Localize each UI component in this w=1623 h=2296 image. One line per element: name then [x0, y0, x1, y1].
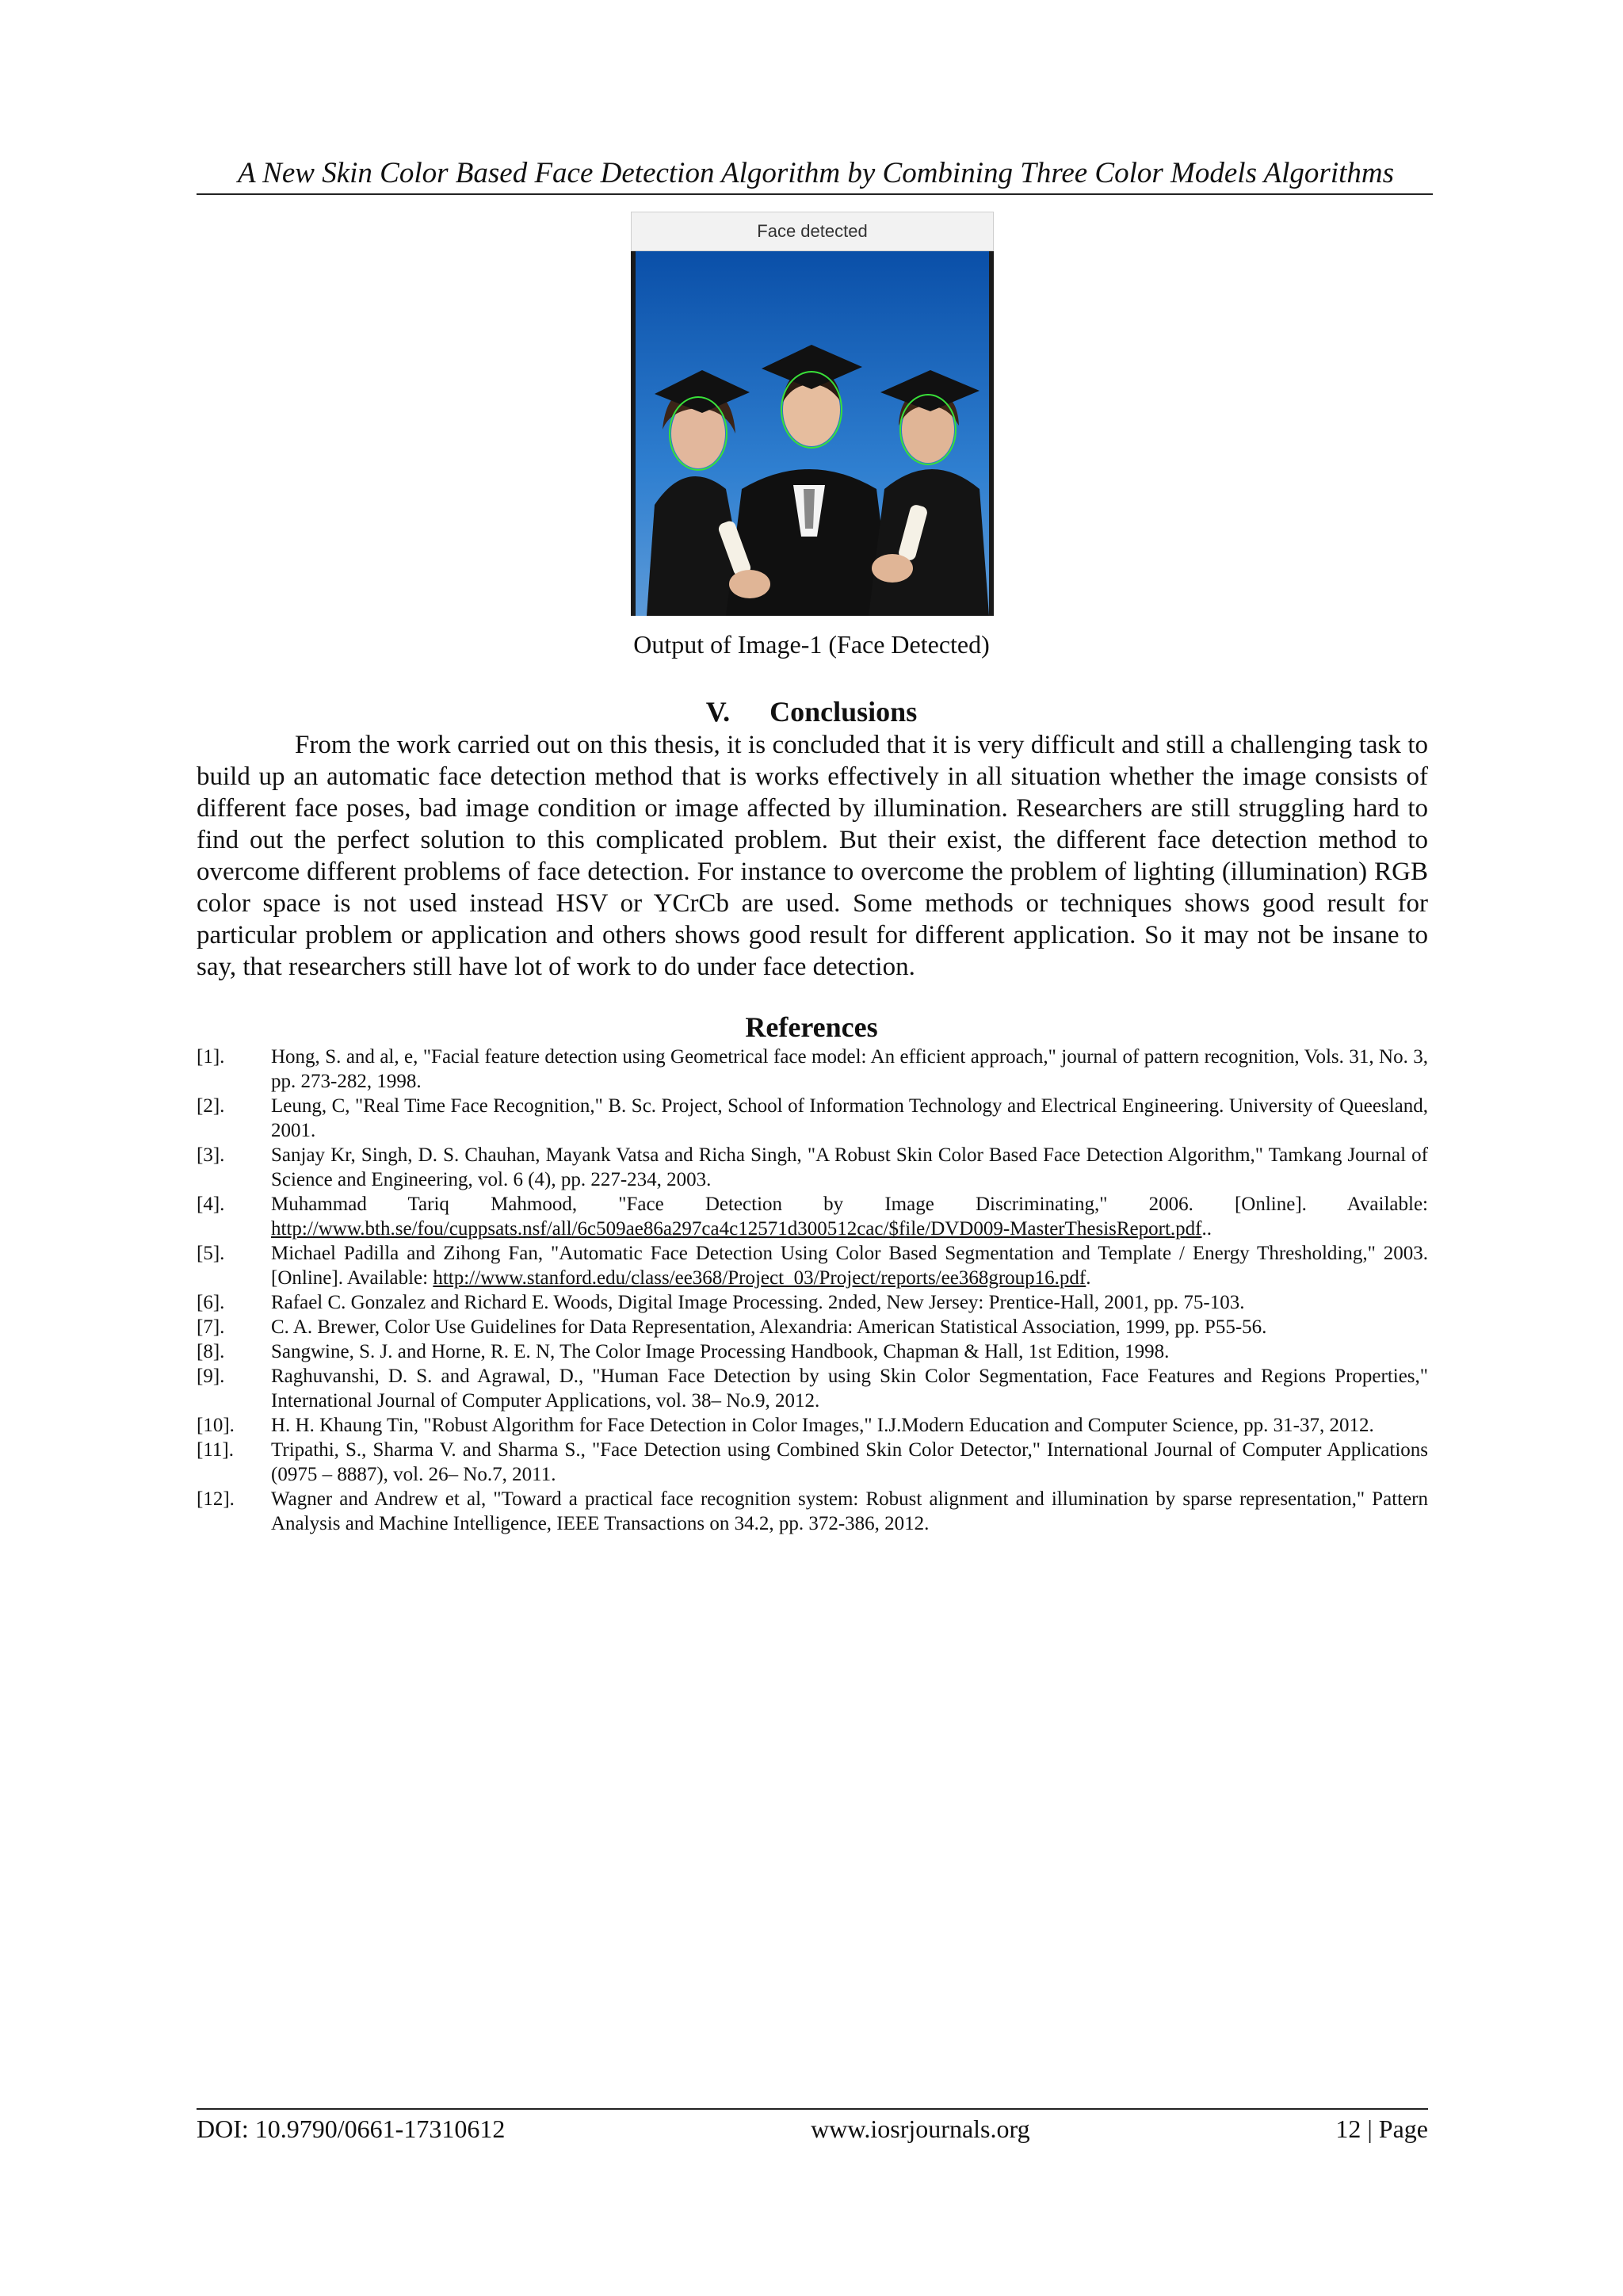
header-rule: [197, 193, 1433, 195]
section-number: V.: [705, 696, 731, 728]
reference-body: [271, 1192, 1428, 1241]
reference-text: Rafael C. Gonzalez and Richard E. Woods, Digital Image Processing. 2nded, New Jersey: Prentice-Hall, 2001, pp. 75-103.: [271, 1292, 1245, 1313]
figure-window-titlebar: [631, 212, 994, 251]
reference-number: [8].: [197, 1341, 225, 1362]
running-header: A New Skin Color Based Face Detection Algorithm by Combining Three Color Models Algorithms: [238, 157, 1395, 189]
reference-number: [11].: [197, 1439, 234, 1461]
footer-rule: [197, 2108, 1428, 2110]
reference-number: [5].: [197, 1243, 225, 1264]
footer-page-number: 12 | Page: [1335, 2115, 1428, 2143]
references-heading: References: [745, 1011, 878, 1043]
reference-tail: ..: [1201, 1218, 1212, 1240]
figure-window-title: Face detected: [757, 221, 868, 241]
section-title: Conclusions: [769, 696, 918, 728]
conclusion-paragraph: From the work carried out on this thesis, it is concluded that it is very difficult and still a challenging task to build up an automatic face detection method that is works effectively in all situation whether the image consists of different face poses, bad image condition or image affected by illumination. Researchers are still struggling hard to find out the perfect solution to this complicated problem. But their exist, the different face detection method to overcome different problems of face detection. For instance to overcome the problem of lighting (illumination) RGB color space is not used instead HSV or YCrCb are used. Some methods or techniques shows good result for particular problem or application and others shows good result for different application. So it may not be insane to say, that researchers still have lot of work to do under face detection.: [197, 731, 1428, 981]
figure-face-detected: [631, 212, 994, 616]
reference-text: Sangwine, S. J. and Horne, R. E. N, The Color Image Processing Handbook, Chapman & Hall, 1st Edition, 1998.: [271, 1341, 1170, 1362]
reference-text: Tripathi, S., Sharma V. and Sharma S., "Face Detection using Combined Skin Color Detector," International Journal of Computer Applications (0975 – 8887), vol. 26– No.7, 2011.: [271, 1439, 1428, 1485]
reference-number: [9].: [197, 1366, 225, 1387]
reference-item: [197, 1290, 1428, 1315]
reference-number: [4].: [197, 1194, 225, 1215]
reference-number: [10].: [197, 1415, 235, 1436]
reference-link[interactable]: http://www.stanford.edu/class/ee368/Project_03/Project/reports/ee368group16.pdf: [433, 1267, 1086, 1289]
reference-number: [7].: [197, 1316, 225, 1338]
reference-item: [197, 1438, 1428, 1487]
figure-caption: Output of Image-1 (Face Detected): [633, 630, 990, 659]
reference-link[interactable]: http://www.bth.se/fou/cuppsats.nsf/all/6c509ae86a297ca4c12571d300512cac/$file/DVD009-MasterThesisReport.pdf: [271, 1218, 1202, 1240]
reference-text: Wagner and Andrew et al, "Toward a practical face recognition system: Robust alignment and illumination by sparse representation," Pattern Analysis and Machine Intelligence, IEEE Transactions on 34.2, pp. 372-386, 2012.: [271, 1488, 1428, 1534]
reference-item: [197, 1339, 1428, 1364]
reference-text: H. H. Khaung Tin, "Robust Algorithm for Face Detection in Color Images," I.J.Modern Education and Computer Science, pp. 31-37, 2012.: [271, 1415, 1374, 1436]
reference-item: [197, 1364, 1428, 1413]
reference-item: [197, 1192, 1428, 1241]
section-heading: [0, 694, 1623, 729]
reference-text: Hong, S. and al, e, "Facial feature detection using Geometrical face model: An efficient approach," journal of pattern recognition, Vols. 31, No. 3, pp. 273-282, 1998.: [271, 1046, 1428, 1092]
reference-number: [12].: [197, 1488, 235, 1510]
graduates-photo: [631, 251, 994, 616]
page-footer: [197, 2113, 1428, 2145]
reference-number: [1].: [197, 1046, 225, 1068]
footer-doi: DOI: 10.9790/0661-17310612: [197, 2115, 506, 2143]
reference-text: Raghuvanshi, D. S. and Agrawal, D., "Human Face Detection by using Skin Color Segmentation, Face Features and Regions Properties," International Journal of Computer Applications, vol. 38– No.9, 2012.: [271, 1366, 1428, 1412]
reference-number: [3].: [197, 1144, 225, 1166]
reference-body: [271, 1241, 1428, 1290]
footer-website: www.iosrjournals.org: [811, 2115, 1030, 2143]
reference-number: [6].: [197, 1292, 225, 1313]
reference-item: [197, 1143, 1428, 1192]
reference-text: Muhammad Tariq Mahmood, "Face Detection by Image Discriminating," 2006. [Online]. Available:: [271, 1194, 1428, 1215]
reference-text: Leung, C, "Real Time Face Recognition," B. Sc. Project, School of Information Technology and Electrical Engineering. University of Queesland, 2001.: [271, 1095, 1428, 1141]
reference-item: [197, 1487, 1428, 1536]
reference-text: C. A. Brewer, Color Use Guidelines for Data Representation, Alexandria: American Statistical Association, 1999, pp. P55-56.: [271, 1316, 1267, 1338]
reference-item: [197, 1315, 1428, 1339]
reference-item: [197, 1413, 1428, 1438]
reference-item: [197, 1045, 1428, 1094]
reference-item: [197, 1241, 1428, 1290]
reference-tail: .: [1086, 1267, 1091, 1289]
reference-number: [2].: [197, 1095, 225, 1117]
reference-text: Sanjay Kr, Singh, D. S. Chauhan, Mayank Vatsa and Richa Singh, "A Robust Skin Color Based Face Detection Algorithm," Tamkang Journal of Science and Engineering, vol. 6 (4), pp. 227-234, 2003.: [271, 1144, 1428, 1190]
reference-text: Michael Padilla and Zihong Fan, "Automatic Face Detection Using Color Based Segmentation and Template / Energy Thresholding," 2003. [Online]. Available:: [271, 1243, 1428, 1289]
reference-item: [197, 1094, 1428, 1143]
reference-list: [197, 1045, 1428, 1536]
